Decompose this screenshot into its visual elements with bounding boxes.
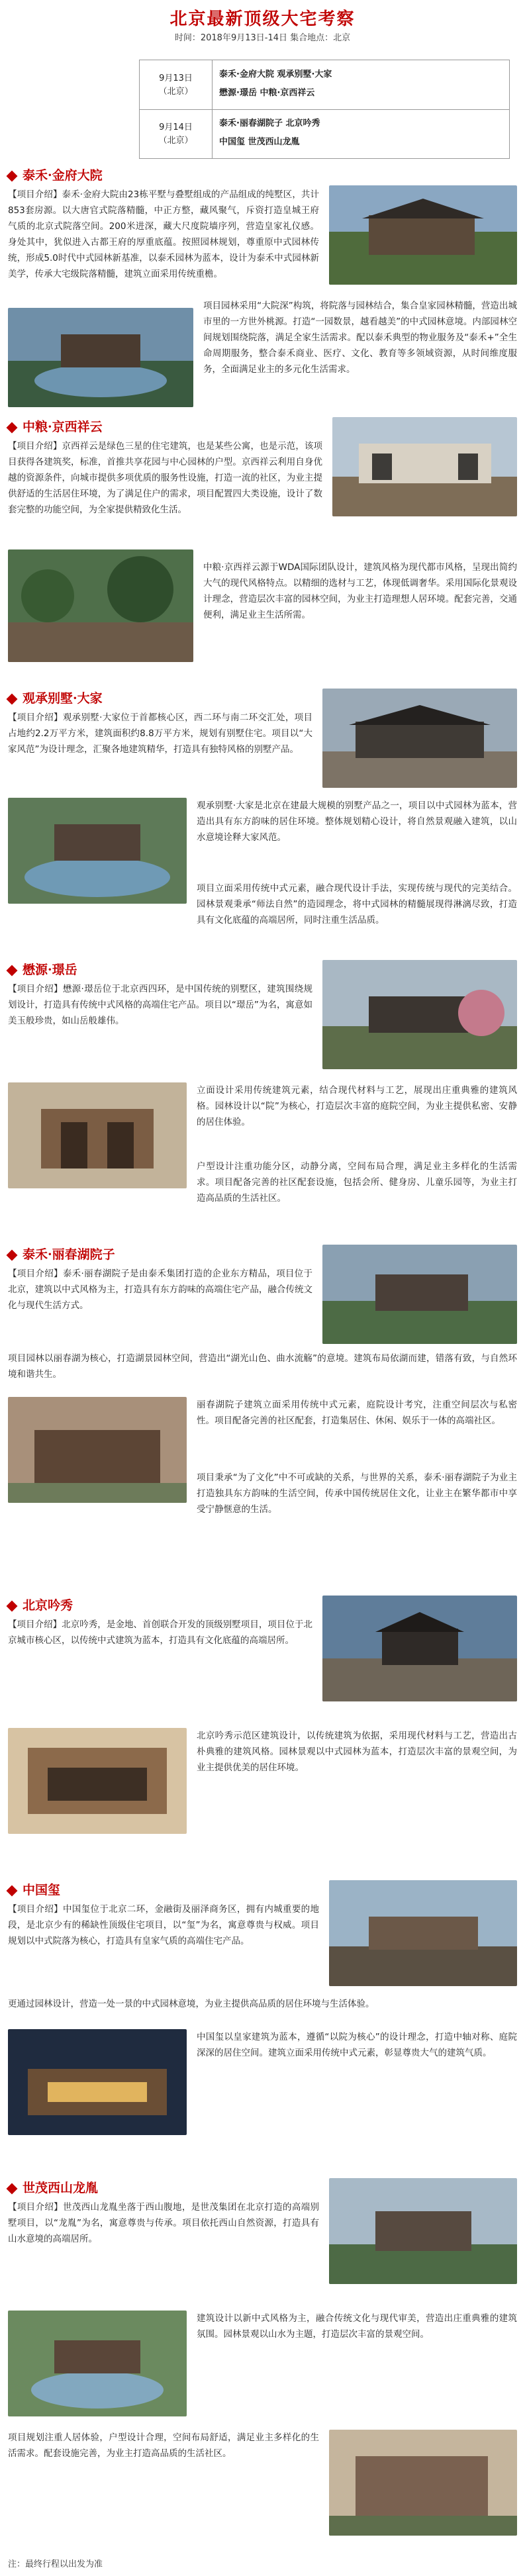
- paragraph: 【项目介绍】中国玺位于北京二环，金融街及丽泽商务区，拥有内城重要的地段，是北京少有的稀缺性顶级住宅项目，以“玺”为名，寓意尊贵与权威。项目规划以中式院落为核心，打造具有皇家气质的高端住宅产品。: [8, 1904, 319, 1946]
- paragraph: 中粮·京西祥云源于WDA国际团队设计，建筑风格为现代都市风格，呈现出简约大气的现代风格特点。以精细的选材与工艺，体现低调奢华。采用国际化景观设计理念，营造层次丰富的园林空间，为业主打造理想人居环境。配套完善，交通便利，满足业主生活所需。: [203, 562, 517, 620]
- paragraph: 建筑设计以新中式风格为主，融合传统文化与现代审美，营造出庄重典雅的建筑氛围。园林景观以山水为主题，打造层次丰富的景观空间。: [197, 2313, 517, 2340]
- diamond-icon: [7, 965, 18, 977]
- project-photo: [8, 308, 193, 407]
- project-photo: [329, 185, 517, 285]
- diamond-icon: [7, 171, 18, 182]
- paragraph: 【项目介绍】观承别墅·大家位于首都核心区，西二环与南二环交汇处，项目占地约2.2万平方米，建筑面积约8.8万平方米，规划有别墅住宅。项目以“大家风范”为设计理念，汇聚各地建筑精华，打造具有独特风格的别墅产品。: [8, 712, 312, 755]
- project-photo: [329, 1880, 517, 1986]
- paragraph: 观承别墅·大家是北京在建最大规模的别墅产品之一，项目以中式园林为蓝本，营造出具有东方韵味的居住环境。整体规划精心设计，将自然景观融入建筑，以山水意境诠释大家风范。: [197, 800, 517, 843]
- footer-note: 注：最终行程以出发为准: [8, 2559, 103, 2569]
- paragraph: 【项目介绍】世茂西山龙胤坐落于西山腹地，是世茂集团在北京打造的高端别墅项目，以“龙胤”为名，寓意尊贵与传承。项目依托西山自然资源，打造具有山水意境的高端居所。: [8, 2202, 319, 2244]
- project-photo: [8, 2029, 187, 2135]
- section-title: 观承别墅·大家: [8, 689, 103, 706]
- project-photo: [8, 1728, 187, 1834]
- paragraph: 丽春湖院子建筑立面采用传统中式元素，庭院设计考究，注重空间层次与私密性。项目配备完善的社区配套，打造集居住、休闲、娱乐于一体的高端社区。: [197, 1400, 517, 1426]
- paragraph: 【项目介绍】京西祥云是绿色三星的住宅建筑，也是某些公寓，也是示范，该项目获得各建筑奖，标准，首推共享花园与中心园林的户型。京西祥云利用自身优越的资源条件，向城市提供多项优质的服务性设施，打造一流的社区，为业主提供舒适的生活居住环境，为了满足住户的需求，项目配置四大类设施，设计了数套完整的功能空间，为全家提供精致化生活。: [8, 441, 322, 515]
- diamond-icon: [7, 1250, 18, 1261]
- section-zhongguoxi: [8, 1880, 517, 2171]
- paragraph: 项目园林以丽春湖为核心，打造湖景园林空间，营造出“湖光山色、曲水流觞”的意境。建筑布局依湖而建，错落有致，与自然环境和谐共生。: [8, 1353, 517, 1380]
- section-title: 懋源·璟岳: [8, 960, 77, 978]
- schedule-row-1: [140, 60, 509, 109]
- paragraph: 【项目介绍】泰禾·丽春湖院子是由泰禾集团打造的企业东方精品，项目位于北京，建筑以中式风格为主，打造具有东方韵味的高端住宅产品，融合传统文化与现代生活方式。: [8, 1268, 312, 1311]
- paragraph: 项目园林采用“大院深”构筑，将院落与园林结合，集合皇家园林精髓，营造出城市里的一方世外桃源。打造“一园数景，越看越美”的中式园林意境。内部园林空间规划围绕院落，满足全家生活需求。配以泰禾典型的物业服务及“泰禾+”全生命周期服务，整合泰禾商业、医疗、文化、教育等多领域资源，从时间维度服务，全面满足业主的多元化生活需求。: [203, 301, 517, 375]
- section-taihe-lichunhu: [8, 1245, 517, 1589]
- diamond-icon: [7, 694, 18, 705]
- section-shimao-longyin: [8, 2178, 517, 2549]
- project-photo: [322, 1245, 517, 1344]
- paragraph: 户型设计注重功能分区，动静分离，空间布局合理，满足业主多样化的生活需求。项目配备完善的社区配套设施，包括会所、健身房、儿童乐园等，为业主打造高品质的生活社区。: [197, 1161, 517, 1204]
- project-photo: [322, 1596, 517, 1701]
- schedule-date: 9月13日 （北京）: [140, 60, 213, 109]
- project-photo: [322, 960, 517, 1069]
- project-photo: [8, 1082, 187, 1188]
- section-zhongliang-xiangyun: [8, 417, 517, 682]
- schedule-item: 懋源·璟岳 中粮·京西祥云: [219, 88, 315, 98]
- paragraph: 立面设计采用传统建筑元素，结合现代材料与工艺，展现出庄重典雅的建筑风格。园林设计以“院”为核心，打造层次丰富的庭院空间，为业主提供私密、安静的居住体验。: [197, 1085, 517, 1127]
- page-title: 北京最新顶级大宅考察: [169, 9, 356, 29]
- schedule-item: 泰禾·丽春湖院子 北京吟秀: [219, 119, 320, 128]
- section-title: 中国玺: [8, 1880, 60, 1898]
- diamond-icon: [7, 2183, 18, 2195]
- project-photo: [329, 2430, 517, 2536]
- schedule-item: 中国玺 世茂西山龙胤: [219, 137, 300, 147]
- paragraph: 项目规划注重人居体验，户型设计合理，空间布局舒适，满足业主多样化的生活需求。配套设施完善，为业主打造高品质的生活社区。: [8, 2432, 319, 2459]
- schedule-row-2: [140, 109, 509, 158]
- diamond-icon: [7, 422, 18, 434]
- schedule-table: [139, 60, 510, 159]
- section-beijing-yinxiu: [8, 1596, 517, 1874]
- section-title: 中粮·京西祥云: [8, 417, 103, 435]
- schedule-date: 9月14日 （北京）: [140, 109, 213, 158]
- section-title: 泰禾·金府大院: [8, 166, 103, 183]
- project-photo: [332, 417, 517, 516]
- section-maoyuan-jingyue: [8, 960, 517, 1238]
- section-title: 北京吟秀: [8, 1596, 73, 1613]
- paragraph: 【项目介绍】北京吟秀，是金地、首创联合开发的顶级别墅项目，项目位于北京城市核心区，以传统中式建筑为蓝本，打造具有文化底蕴的高端居所。: [8, 1619, 312, 1646]
- paragraph: 北京吟秀示范区建筑设计，以传统建筑为依据，采用现代材料与工艺，营造出古朴典雅的建筑风格。园林景观以中式园林为蓝本，打造层次丰富的景观空间，为业主提供优美的居住环境。: [197, 1731, 517, 1773]
- section-title: 泰禾·丽春湖院子: [8, 1245, 115, 1263]
- paragraph: 更通过园林设计，营造一处一景的中式园林意境，为业主提供高品质的居住环境与生活体验。: [8, 1999, 375, 2009]
- paragraph: 【项目介绍】懋源·璟岳位于北京西四环，是中国传统的别墅区，建筑围绕规划设计，打造具有传统中式风格的高端住宅产品。项目以“璟岳”为名，寓意如美玉般珍贵，如山岳般雄伟。: [8, 984, 312, 1026]
- section-title: 世茂西山龙胤: [8, 2178, 98, 2196]
- project-photo: [8, 2311, 187, 2416]
- schedule-item: 泰禾·金府大院 观承别墅·大家: [219, 70, 332, 79]
- project-photo: [322, 689, 517, 788]
- project-photo: [8, 549, 193, 662]
- diamond-icon: [7, 1601, 18, 1612]
- paragraph: 项目立面采用传统中式元素，融合现代设计手法，实现传统与现代的完美结合。园林景观秉承“师法自然”的造园理念，将中式园林的精髓展现得淋漓尽致，打造具有文化底蕴的高端居所，同时注重生活品质。: [197, 883, 517, 926]
- paragraph: 项目秉承“为了文化”中不可或缺的关系，与世界的关系，泰禾·丽春湖院子为业主打造独具东方韵味的生活空间，传承中国传统居住文化，让业主在繁华都市中享受宁静惬意的生活。: [197, 1472, 517, 1515]
- diamond-icon: [7, 1885, 18, 1897]
- paragraph: 【项目介绍】泰禾·金府大院由23栋平墅与叠墅组成的产品组成的纯墅区，共计853套房源。以大唐官式院落精髓，中正方整，藏风聚气，斥资打造皇城王府气质的北京式院落空间。200米进深，藏大尺度院墙序列，营造皇家礼仪感。身处其中，犹似进入古都王府的厚重底蕴。按照园林规划，尊重原中式园林传统，形成5.0时代中式园林新基准，以泰禾园林为蓝本，设计为泰禾中式园林新美学，传承大宅级院落精髓，建筑立面采用传统重檐。: [8, 189, 319, 279]
- project-photo: [8, 798, 187, 904]
- section-taihe-jinfu: [8, 166, 517, 417]
- section-guancheng: [8, 689, 517, 953]
- project-photo: [329, 2178, 517, 2284]
- project-photo: [8, 1397, 187, 1503]
- meta-line: 时间：2018年9月13日-14日 集合地点：北京: [174, 33, 351, 43]
- paragraph: 中国玺以皇家建筑为蓝本，遵循“以院为核心”的设计理念，打造中轴对称、庭院深深的居住空间。建筑立面采用传统中式元素，彰显尊贵大气的建筑气质。: [197, 2032, 517, 2058]
